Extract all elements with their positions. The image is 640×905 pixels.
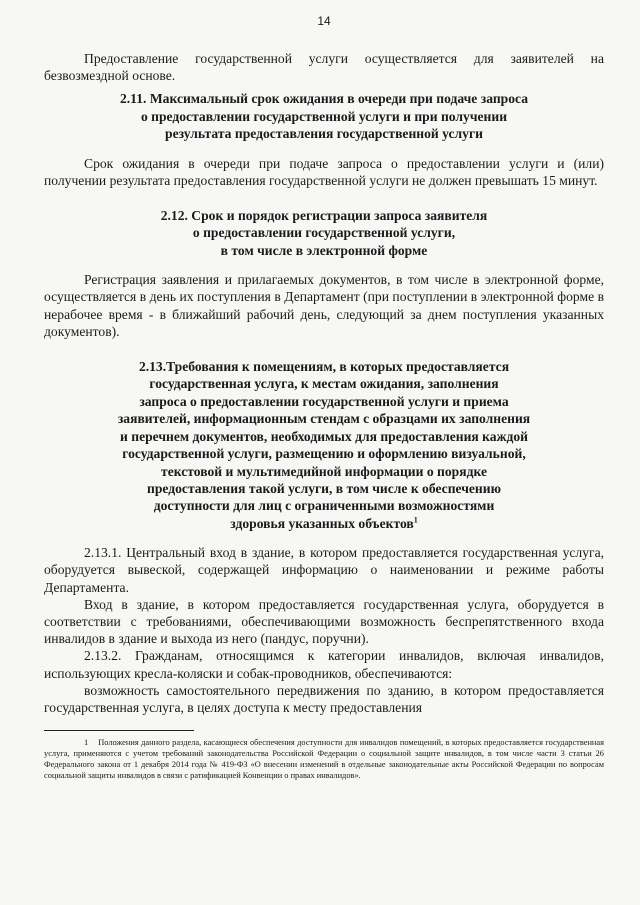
section-2-12-text: Регистрация заявления и прилагаемых документов, в том числе в электронной форме, осуществляется в день их поступления в Департамент (при поступлении в электронной форме в нерабочее время - в ближайший рабочий день, следующий за днем поступления указанных документов). xyxy=(44,272,604,339)
footnote-number: 1 xyxy=(84,738,89,748)
section-2-13-heading xyxy=(44,358,604,532)
section-2-12-heading xyxy=(44,207,604,259)
paragraph-mobility: возможность самостоятельного передвижения по зданию, в котором предоставляется государственная услуга, в целях доступа к месту предоставления xyxy=(44,682,604,715)
heading-line: здоровья указанных объектов xyxy=(230,515,414,531)
heading-line: о предоставлении государственной услуги и при получении xyxy=(140,108,508,124)
paragraph-free-of-charge: Предоставление государственной услуги осуществляется для заявителей на безвозмездной основе. xyxy=(44,51,604,84)
heading-line: результата предоставления государственной услуги xyxy=(165,126,483,142)
heading-line: заявителей, информационным стендам с образцами их заполнения xyxy=(117,411,531,427)
section-2-11 xyxy=(44,90,604,189)
paragraph-2-13-2: 2.13.2. Гражданам, относящимся к категории инвалидов, включая инвалидов, использующих кресла-коляски и собак-проводников, обеспечиваются: xyxy=(44,648,604,681)
section-2-11-heading xyxy=(44,90,604,142)
heading-line: доступности для лиц с ограниченными возможностями xyxy=(153,498,495,514)
heading-line: текстовой и мультимедийной информации о порядке xyxy=(161,463,487,479)
heading-line: 2.13.Требования к помещениям, в которых предоставляется xyxy=(138,359,510,375)
page-number: 14 xyxy=(317,14,331,28)
heading-line: 2.12. Срок и порядок регистрации запроса заявителя xyxy=(160,208,488,224)
section-2-12 xyxy=(44,207,604,340)
section-2-11-text: Срок ожидания в очереди при подаче запроса о предоставлении услуги и (или) получении результата предоставления государственной услуги не должен превышать 15 минут. xyxy=(44,155,604,188)
heading-line: и перечнем документов, необходимых для предоставления каждой xyxy=(120,428,528,444)
section-2-13 xyxy=(44,358,604,716)
footnote xyxy=(44,737,604,781)
heading-line: государственной услуги, размещению и оформлению визуальной, xyxy=(122,446,526,462)
heading-line: государственная услуга, к местам ожидания, заполнения xyxy=(149,376,499,392)
heading-line: предоставления такой услуги, в том числе к обеспечению xyxy=(147,480,501,496)
paragraph-2-13-1: 2.13.1. Центральный вход в здание, в котором предоставляется государственная услуга, оборудуется вывеской, содержащей информацию о наименовании и режиме работы Департамента. xyxy=(44,545,604,595)
footnote-divider xyxy=(44,730,194,731)
heading-line: в том числе в электронной форме xyxy=(220,242,428,258)
heading-line: о предоставлении государственной услуги, xyxy=(192,225,456,241)
footnote-text: Положения данного раздела, касающиеся обеспечения доступности для инвалидов помещений, в которых предоставляется государственная услуга, применяются с учетом требований законодательства Российской Федерации о социальной защите инвалидов, в том числе части 3 статьи 26 Федерального закона от 1 декабря 2014 года № 419-ФЗ «О внесении изменений в отдельные законодательные акты Российской Федерации по вопросам социальной защиты инвалидов в связи с ратификацией Конвенции о правах инвалидов». xyxy=(44,738,604,781)
heading-line: 2.11. Максимальный срок ожидания в очереди при подаче запроса xyxy=(119,91,529,107)
heading-line: запроса о предоставлении государственной услуги и приема xyxy=(139,393,509,409)
paragraph-entrance: Вход в здание, в котором предоставляется государственная услуга, оборудуется в соответствии с требованиями, обеспечивающими возможность беспрепятственного входа инвалидов в здание и выхода из него (пандус, поручни). xyxy=(44,596,604,647)
footnote-reference[interactable]: 1 xyxy=(413,515,418,525)
